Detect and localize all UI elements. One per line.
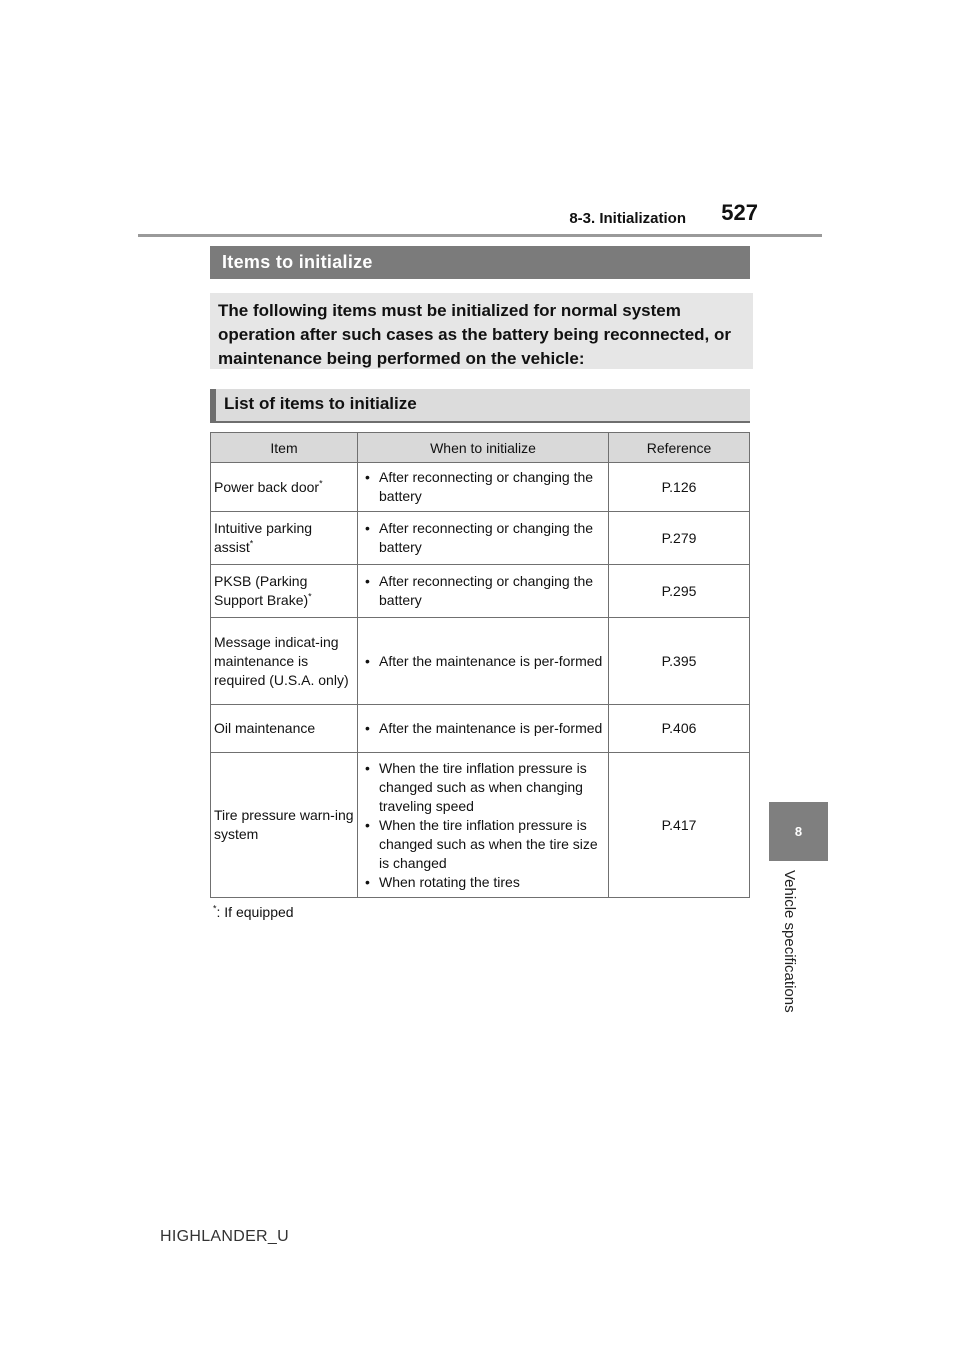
bullet-item: [361, 759, 605, 816]
item-cell: [211, 463, 358, 512]
bullet-icon: •: [365, 652, 370, 669]
item-cell: [211, 565, 358, 618]
reference-cell: P.395: [609, 618, 750, 705]
intro-box: The following items must be initialized for normal system operation after such cases as the battery being reconnected, or maintenance being performed on the vehicle:: [210, 293, 753, 369]
bullet-item: [361, 719, 605, 738]
bullet-item: [361, 652, 605, 671]
section-banner: Items to initialize: [210, 246, 750, 279]
item-name: Message indicat-ing maintenance is required (U.S.A. only): [214, 633, 349, 688]
bullet-icon: •: [365, 469, 370, 485]
table-row: [211, 753, 750, 898]
bullet-item: [361, 873, 605, 892]
item-cell: [211, 753, 358, 898]
equipped-marker: *: [308, 591, 312, 602]
reference-cell: P.126: [609, 463, 750, 512]
item-cell: [211, 705, 358, 753]
bullet-text: After the maintenance is per-formed: [379, 652, 603, 669]
chapter-tab: 8: [769, 802, 828, 861]
reference-cell: P.417: [609, 753, 750, 898]
item-name: Oil maintenance: [214, 720, 316, 736]
table-row: [211, 463, 750, 512]
subheading: List of items to initialize: [210, 389, 750, 423]
footnote-text: : If equipped: [216, 904, 294, 920]
table-header-row: [211, 433, 750, 463]
when-cell: [358, 753, 609, 898]
item-cell: [211, 618, 358, 705]
column-header-when: When to initialize: [358, 433, 609, 463]
reference-cell: P.295: [609, 565, 750, 618]
bullet-text: After reconnecting or changing the battery: [379, 469, 594, 504]
when-cell: [358, 705, 609, 753]
bullet-icon: •: [365, 873, 370, 890]
bullet-text: When the tire inflation pressure is changed such as when the tire size is changed: [379, 816, 598, 871]
column-header-item: Item: [211, 433, 358, 463]
page-number: 527: [721, 200, 758, 225]
item-name: Tire pressure warn-ing system: [214, 807, 354, 842]
bullet-icon: •: [365, 573, 370, 589]
footnote: [213, 904, 294, 920]
bullet-item: [361, 468, 605, 506]
equipped-marker: *: [249, 538, 254, 549]
bullet-icon: •: [365, 759, 370, 776]
reference-cell: P.406: [609, 705, 750, 753]
when-cell: [358, 618, 609, 705]
page-header: [138, 198, 822, 237]
table-row: [211, 512, 750, 565]
bullet-icon: •: [365, 816, 370, 833]
item-name: PKSB (Parking Support Brake): [214, 573, 309, 608]
table-row: [211, 565, 750, 618]
bullet-item: [361, 572, 605, 610]
bullet-icon: •: [365, 720, 370, 736]
bullet-text: After reconnecting or changing the battery: [379, 520, 594, 555]
item-name: Power back door: [214, 478, 320, 495]
bullet-text: After the maintenance is per-formed: [379, 720, 603, 736]
bullet-text: When rotating the tires: [379, 873, 520, 890]
footnote-mark: *: [213, 903, 217, 914]
table-body: [211, 463, 750, 898]
when-cell: [358, 565, 609, 618]
reference-cell: P.279: [609, 512, 750, 565]
bullet-item: [361, 816, 605, 873]
item-cell: [211, 512, 358, 565]
chapter-label: Vehicle specifications: [781, 870, 798, 1013]
bullet-text: When the tire inflation pressure is changed such as when changing traveling speed: [379, 759, 587, 814]
item-name: Intuitive parking assist: [214, 520, 313, 555]
table-row: [211, 618, 750, 705]
bullet-text: After reconnecting or changing the battery: [379, 573, 594, 608]
bullet-item: [361, 519, 605, 557]
section-title: 8-3. Initialization: [569, 210, 686, 227]
table-row: [211, 705, 750, 753]
when-cell: [358, 512, 609, 565]
initialize-table: [210, 432, 750, 898]
bullet-icon: •: [365, 520, 370, 536]
when-cell: [358, 463, 609, 512]
footer-model: HIGHLANDER_U: [160, 1228, 289, 1245]
column-header-reference: Reference: [609, 433, 750, 463]
equipped-marker: *: [319, 477, 323, 488]
